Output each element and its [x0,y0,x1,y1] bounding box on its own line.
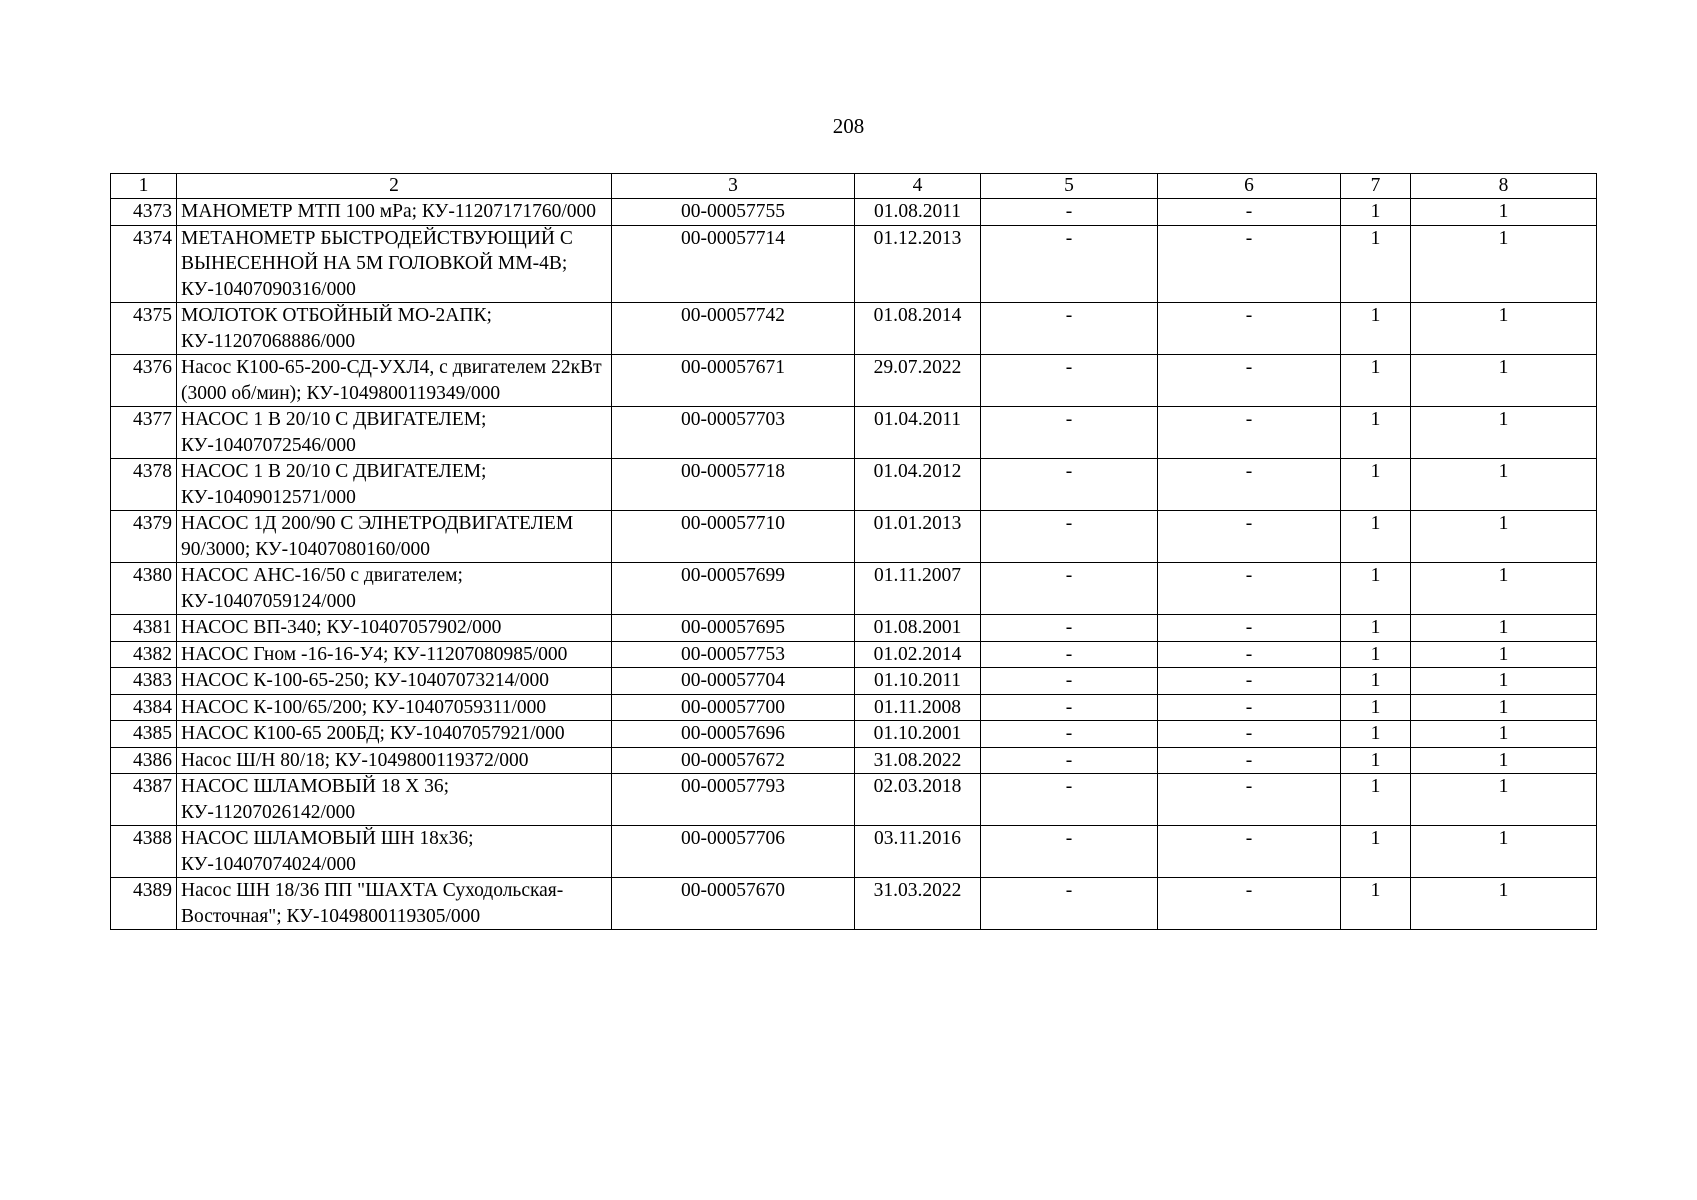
row-number: 4380 [111,563,177,615]
item-name: Насос К100-65-200-СД-УХЛ4, с двигателем 22кВт (3000 об/мин); КУ-1049800119349/000 [177,355,612,407]
acquisition-date: 01.01.2013 [855,511,981,563]
item-name: НАСОС ШЛАМОВЫЙ 18 Х 36; КУ-11207026142/000 [177,774,612,826]
row-number: 4381 [111,615,177,642]
inventory-number: 00-00057670 [612,878,855,930]
column-header-4: 4 [855,174,981,199]
inventory-number: 00-00057672 [612,747,855,774]
item-name: МАНОМЕТР МТП 100 мРа; КУ-11207171760/000 [177,199,612,226]
row-number: 4375 [111,303,177,355]
table-row [111,878,1597,930]
column-8-value: 1 [1411,878,1597,930]
column-5-value: - [981,721,1158,748]
column-6-value: - [1158,694,1341,721]
column-8-value: 1 [1411,407,1597,459]
column-header-6: 6 [1158,174,1341,199]
inventory-number: 00-00057753 [612,641,855,668]
column-8-value: 1 [1411,511,1597,563]
table-row [111,407,1597,459]
table-row [111,694,1597,721]
column-5-value: - [981,355,1158,407]
acquisition-date: 01.10.2011 [855,668,981,695]
table-row [111,303,1597,355]
column-5-value: - [981,747,1158,774]
column-7-value: 1 [1341,721,1411,748]
acquisition-date: 29.07.2022 [855,355,981,407]
item-name: НАСОС 1 В 20/10 С ДВИГАТЕЛЕМ; КУ-10409012571/000 [177,459,612,511]
column-7-value: 1 [1341,878,1411,930]
row-number: 4382 [111,641,177,668]
column-7-value: 1 [1341,511,1411,563]
column-6-value: - [1158,459,1341,511]
table-row [111,826,1597,878]
inventory-number: 00-00057696 [612,721,855,748]
column-6-value: - [1158,641,1341,668]
row-number: 4385 [111,721,177,748]
inventory-number: 00-00057714 [612,225,855,303]
inventory-number: 00-00057700 [612,694,855,721]
column-6-value: - [1158,225,1341,303]
row-number: 4386 [111,747,177,774]
column-header-3: 3 [612,174,855,199]
inventory-number: 00-00057710 [612,511,855,563]
item-name: НАСОС 1Д 200/90 С ЭЛНЕТРОДВИГАТЕЛЕМ 90/3000; КУ-10407080160/000 [177,511,612,563]
column-7-value: 1 [1341,407,1411,459]
column-5-value: - [981,407,1158,459]
item-name: НАСОС ВП-340; КУ-10407057902/000 [177,615,612,642]
column-7-value: 1 [1341,615,1411,642]
inventory-number: 00-00057793 [612,774,855,826]
item-name: МОЛОТОК ОТБОЙНЫЙ МО-2АПК; КУ-11207068886/000 [177,303,612,355]
acquisition-date: 01.08.2001 [855,615,981,642]
column-7-value: 1 [1341,826,1411,878]
table-row [111,459,1597,511]
inventory-number: 00-00057695 [612,615,855,642]
item-name: НАСОС ШЛАМОВЫЙ ШН 18х36; КУ-10407074024/000 [177,826,612,878]
column-5-value: - [981,826,1158,878]
column-7-value: 1 [1341,668,1411,695]
item-name: НАСОС АНС-16/50 с двигателем; КУ-10407059124/000 [177,563,612,615]
column-5-value: - [981,774,1158,826]
table-row [111,668,1597,695]
inventory-number: 00-00057742 [612,303,855,355]
registry-table [110,173,1597,930]
inventory-number: 00-00057755 [612,199,855,226]
column-8-value: 1 [1411,747,1597,774]
row-number: 4379 [111,511,177,563]
row-number: 4374 [111,225,177,303]
column-8-value: 1 [1411,355,1597,407]
item-name: НАСОС К100-65 200БД; КУ-10407057921/000 [177,721,612,748]
column-5-value: - [981,615,1158,642]
column-7-value: 1 [1341,199,1411,226]
column-6-value: - [1158,303,1341,355]
acquisition-date: 01.08.2011 [855,199,981,226]
column-6-value: - [1158,199,1341,226]
column-5-value: - [981,641,1158,668]
column-6-value: - [1158,878,1341,930]
table-header [111,174,1597,199]
item-name: МЕТАНОМЕТР БЫСТРОДЕЙСТВУЮЩИЙ С ВЫНЕСЕННОЙ НА 5М ГОЛОВКОЙ ММ-4В; КУ-10407090316/000 [177,225,612,303]
column-5-value: - [981,199,1158,226]
column-8-value: 1 [1411,641,1597,668]
column-5-value: - [981,878,1158,930]
column-header-8: 8 [1411,174,1597,199]
inventory-number: 00-00057703 [612,407,855,459]
column-7-value: 1 [1341,694,1411,721]
acquisition-date: 02.03.2018 [855,774,981,826]
table-row [111,511,1597,563]
column-7-value: 1 [1341,747,1411,774]
column-5-value: - [981,459,1158,511]
column-6-value: - [1158,668,1341,695]
acquisition-date: 01.04.2011 [855,407,981,459]
row-number: 4377 [111,407,177,459]
acquisition-date: 31.03.2022 [855,878,981,930]
column-8-value: 1 [1411,303,1597,355]
column-7-value: 1 [1341,459,1411,511]
row-number: 4383 [111,668,177,695]
inventory-number: 00-00057718 [612,459,855,511]
acquisition-date: 01.11.2008 [855,694,981,721]
column-7-value: 1 [1341,355,1411,407]
column-header-7: 7 [1341,174,1411,199]
table-row [111,641,1597,668]
column-8-value: 1 [1411,668,1597,695]
table-row [111,615,1597,642]
column-5-value: - [981,225,1158,303]
acquisition-date: 03.11.2016 [855,826,981,878]
header-row [111,174,1597,199]
table-row [111,199,1597,226]
column-6-value: - [1158,826,1341,878]
row-number: 4378 [111,459,177,511]
inventory-number: 00-00057671 [612,355,855,407]
column-5-value: - [981,668,1158,695]
column-7-value: 1 [1341,563,1411,615]
column-6-value: - [1158,747,1341,774]
row-number: 4384 [111,694,177,721]
row-number: 4373 [111,199,177,226]
column-header-1: 1 [111,174,177,199]
column-6-value: - [1158,774,1341,826]
column-header-2: 2 [177,174,612,199]
item-name: НАСОС К-100/65/200; КУ-10407059311/000 [177,694,612,721]
row-number: 4387 [111,774,177,826]
column-7-value: 1 [1341,641,1411,668]
column-8-value: 1 [1411,199,1597,226]
column-5-value: - [981,511,1158,563]
acquisition-date: 01.10.2001 [855,721,981,748]
column-8-value: 1 [1411,826,1597,878]
inventory-number: 00-00057706 [612,826,855,878]
acquisition-date: 31.08.2022 [855,747,981,774]
row-number: 4388 [111,826,177,878]
item-name: Насос ШН 18/36 ПП "ШАХТА Суходольская-Восточная"; КУ-1049800119305/000 [177,878,612,930]
column-8-value: 1 [1411,563,1597,615]
column-6-value: - [1158,721,1341,748]
column-8-value: 1 [1411,459,1597,511]
row-number: 4389 [111,878,177,930]
table-body [111,199,1597,930]
column-7-value: 1 [1341,225,1411,303]
table-row [111,747,1597,774]
column-6-value: - [1158,407,1341,459]
column-6-value: - [1158,355,1341,407]
item-name: НАСОС Гном -16-16-У4; КУ-11207080985/000 [177,641,612,668]
acquisition-date: 01.11.2007 [855,563,981,615]
column-5-value: - [981,303,1158,355]
column-8-value: 1 [1411,615,1597,642]
table-row [111,774,1597,826]
table-row [111,225,1597,303]
column-5-value: - [981,563,1158,615]
acquisition-date: 01.12.2013 [855,225,981,303]
column-7-value: 1 [1341,303,1411,355]
column-7-value: 1 [1341,774,1411,826]
table-row [111,355,1597,407]
item-name: Насос Ш/Н 80/18; КУ-1049800119372/000 [177,747,612,774]
column-8-value: 1 [1411,721,1597,748]
inventory-number: 00-00057699 [612,563,855,615]
column-6-value: - [1158,615,1341,642]
column-8-value: 1 [1411,225,1597,303]
acquisition-date: 01.08.2014 [855,303,981,355]
inventory-number: 00-00057704 [612,668,855,695]
table-row [111,563,1597,615]
item-name: НАСОС К-100-65-250; КУ-10407073214/000 [177,668,612,695]
column-6-value: - [1158,563,1341,615]
column-6-value: - [1158,511,1341,563]
column-8-value: 1 [1411,774,1597,826]
item-name: НАСОС 1 В 20/10 С ДВИГАТЕЛЕМ; КУ-10407072546/000 [177,407,612,459]
acquisition-date: 01.04.2012 [855,459,981,511]
acquisition-date: 01.02.2014 [855,641,981,668]
column-header-5: 5 [981,174,1158,199]
page-number: 208 [832,114,865,138]
column-5-value: - [981,694,1158,721]
row-number: 4376 [111,355,177,407]
table-row [111,721,1597,748]
column-8-value: 1 [1411,694,1597,721]
